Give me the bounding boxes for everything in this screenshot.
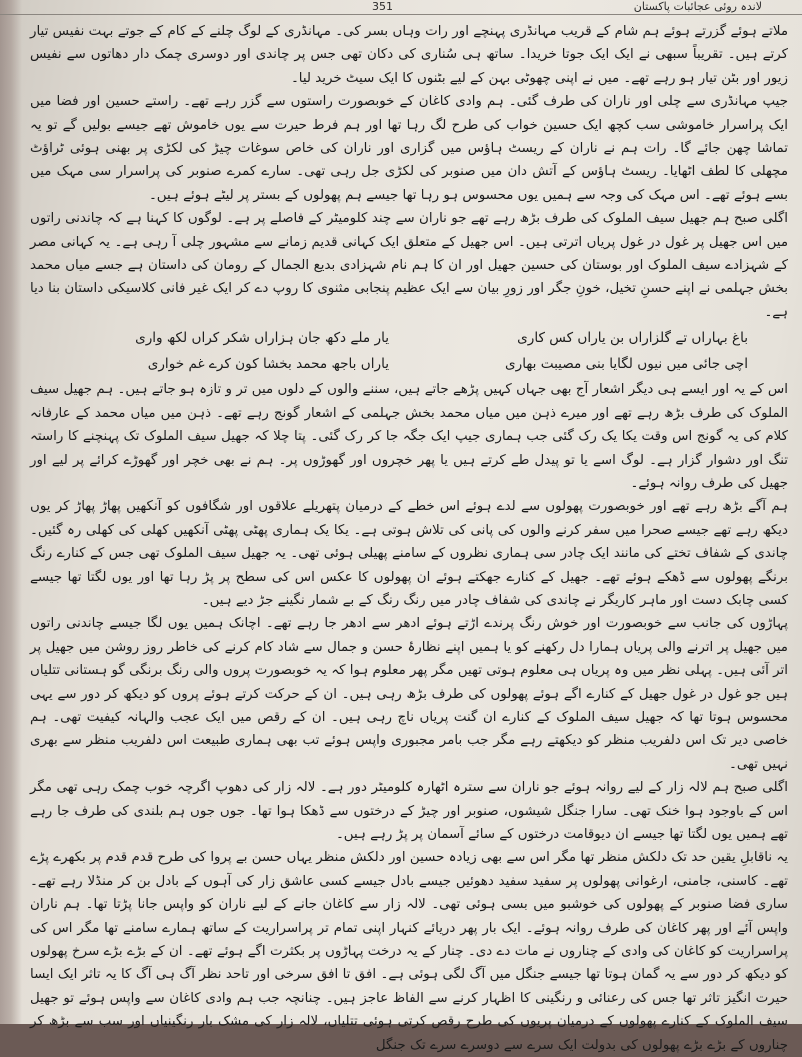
paragraph-4: اس کے یہ اور ایسے ہی دیگر اشعار آج بھی جہاں کہیں پڑھے جاتے ہیں، سننے والوں کے دلوں میں تر و تازہ ہو جاتے ہیں۔ ہم جھیل سیف الملوک کی طرف بڑھ رہے تھے اور میرے ذہن میں میاں محمد بخش جہلمی کے اشعار گونج رہے تھے۔ ذہن میں میاں محمد کے عارفانہ کلام کی یہ گونج اس وقت یکا یک رک گئی جب ہماری جیپ ایک جگہ جا کر رک گئی۔ پتا چلا کہ جھیل سیف الملوک تک پہنچنے کا راستہ تنگ اور دشوار گزار ہے۔ لوگ اسے یا تو پیدل طے کرتے ہیں یا پھر خچروں اور گھوڑوں پر۔ ہم نے بھی خچر اور گھوڑے کرائے پر لیے اور جھیل کی طرف روانہ ہوئے۔ bbox=[30, 382, 788, 491]
verse-line: باغ بہاراں تے گلزاراں بن یاراں کس کاری bbox=[517, 330, 748, 347]
verse-line: یار ملے دکھ جان ہزاراں شکر کراں لکھ واری bbox=[135, 330, 389, 347]
paragraph-5: ہم آگے بڑھ رہے تھے اور خوبصورت پھولوں سے لدے ہوئے اس خطے کے درمیان پتھریلے علاقوں اور شگافوں کو آنکھیں پھاڑ پھاڑ کر یوں دیکھ رہے تھے جیسے صحرا میں سفر کرنے والوں کی پانی کی تلاش ہوتی ہے۔ یکا یک ہماری پھٹی پھٹی آنکھیں کھلی کی کھلی رہ گئیں۔ چاندی کے شفاف تختے کی مانند ایک چادر سی ہماری نظروں کے سامنے پھیلی ہوئی تھی۔ یہ جھیل سیف الملوک تھی جس کے کنارے رنگ برنگے پھولوں سے ڈھکے ہوئے تھے۔ جھیل کے کنارے جھکتے ہوئے ان پھولوں کا عکس اس کی سطح پر پڑ رہا تھا اور یوں لگتا تھا جیسے کسی چابک دست اور ماہر کاریگر نے چاندی کی شفاف چادر میں رنگ رنگ کے بے شمار نگینے جڑ دیے ہیں۔ bbox=[30, 499, 788, 608]
paragraph-6: پہاڑوں کی جانب سے خوبصورت اور خوش رنگ پرندے اڑتے ہوئے ادھر سے ادھر جا رہے تھے۔ اچانک ہمیں یوں لگا جیسے چاندنی راتوں میں جھیل پر اترنے والی پریاں ہمارا دل رکھنے کو یا ہمیں اپنے نظارۂ حسن و جمال سے شاد کام کرنے کی خاطر روز روشن میں جھیل پر اتر آئی ہیں۔ پہلی نظر میں وہ پریاں ہی معلوم ہوتی تھیں مگر پھر معلوم ہوا کہ یہ خوبصورت پروں والی رنگ برنگی گو ہستانی تتلیاں ہیں جو غول در غول جھیل کے کنارے اگے ہوئے پھولوں کی طرف بڑھ رہی ہیں۔ ان کے حرکت کرتے ہوئے پروں کو دیکھ کر دور سے یہی محسوس ہوتا تھا کہ جھیل سیف الملوک کے کنارے ان گنت پریاں ناچ رہی ہیں۔ ان کے رقص میں ایک عجب والہانہ کیفیت تھی۔ ہم خاصی دیر تک اس دلفریب منظر کو دیکھتے رہے مگر جب بامر مجبوری واپس ہوئے تب بھی ہماری طبیعت اس دلفریب منظر سے بھری نہیں تھی۔ bbox=[30, 616, 788, 772]
paragraph-2: جیپ مہانڈری سے چلی اور ناران کی طرف گئی۔ ہم وادی کاغان کے خوبصورت راستوں سے گزر رہے تھے۔ راستے حسین اور فضا میں ایک پراسرار خاموشی سب کچھ ایک حسین خواب کی طرح لگ رہا تھا اور ہم فرط حیرت سے یوں خاموش تھے جیسے بولیں گے تو یہ تماشا چھن جائے گا۔ رات ہم نے ناران کے ریسٹ ہاؤس میں گزاری اور ناران کی خاص سوغات چیڑ کی لکڑی پر بھنی ہوئی ٹراؤٹ مچھلی کا لطف اٹھایا۔ ریسٹ ہاؤس کے آتش دان میں صنوبر کی لکڑی جل رہی تھی۔ سارے کمرے صنوبر کی پراسرار سی مہک میں بسے ہوئے تھے۔ اس مہک کی وجہ سے ہمیں یوں محسوس ہو رہا تھا جیسے ہم پھولوں کے بستر پر لیٹے ہوئے ہیں۔ bbox=[30, 94, 788, 203]
running-title: لاندہ روئی عجائبات پاکستان bbox=[633, 0, 762, 13]
page-text bbox=[30, 20, 788, 1053]
page-number: 351 bbox=[372, 0, 393, 13]
verse-line: یاراں باجھ محمد بخشا کون کرے غم خواری bbox=[147, 356, 389, 373]
verse-line: اچی جائی میں نیوں لگایا بنی مصیبت بھاری bbox=[505, 356, 748, 373]
page-shadow-edge bbox=[0, 0, 22, 1024]
paragraph-7: اگلی صبح ہم لالہ زار کے لیے روانہ ہوئے جو ناران سے سترہ اٹھارہ کلومیٹر دور ہے۔ لالہ زار کی دھوپ اگرچہ خوب چمک رہی تھی مگر اس کے باوجود ہوا خنک تھی۔ سارا جنگل شیشوں، صنوبر اور چیڑ کے درختوں سے ڈھکا ہوا تھا۔ جوں جوں ہم بلندی کی طرف جا رہے تھے ہمیں یوں لگتا تھا جیسے ان دیوقامت درختوں کے سائے آسمان پر پڑ رہے ہیں۔ bbox=[30, 780, 788, 842]
paragraph-8: یہ ناقابلِ یقین حد تک دلکش منظر تھا مگر اس سے بھی زیادہ حسین اور دلکش منظر یہاں حسن بے پروا کی طرح قدم قدم پر بکھرے پڑے تھے۔ کاسنی، جامنی، ارغوانی پھولوں پر سفید سفید دھوئیں جیسے بادل جیسے کسی عاشق زار کی آہوں کے بادل بن کر منڈلا رہے تھے۔ ساری فضا صنوبر کے پھولوں کی خوشبو میں بسی ہوئی تھی۔ لالہ زار سے کاغان جانے کے لیے ناران کو واپس جانا پڑتا تھا۔ ہم ناران واپس آئے اور پھر کاغان کی طرف روانہ ہوئے۔ ایک بار پھر دریائے کنہار اپنی تمام تر پراسراریت کے ساتھ ہمارے سامنے تھا مگر اس کی پراسراریت کو کاغان کی وادی کے چناروں نے مات دے دی۔ چنار کے یہ درخت پہاڑوں پر بکثرت اگے ہوئے تھے۔ ان کے بڑے بڑے سرخ پھولوں کو دیکھ کر دور سے یہ گمان ہوتا تھا جیسے جنگل میں آگ لگی ہوئی ہے۔ افق تا افق سرخی اور تاحد نظر آگ ہی آگ کا یہ تاثر ایک ایسا حیرت انگیز تاثر تھا جس کی رعنائی و رنگینی کا اظہار کرنے سے الفاظ عاجز ہیں۔ چنانچہ جب ہم وادی کاغان سے واپس ہوئے تو جھیل سیف الملوک کے کنارے پھولوں کے درمیان پریوں کی طرح رقص کرتی ہوئی تتلیاں، لالہ زار کی مشک بار رنگینیاں اور سب سے بڑھ کر چناروں کے بڑے بڑے پھولوں کی بدولت ایک سرے سے دوسرے سرے تک جنگل bbox=[30, 850, 788, 1053]
poem-verses bbox=[70, 326, 748, 376]
running-header bbox=[0, 0, 802, 15]
paragraph-3: اگلی صبح ہم جھیل سیف الملوک کی طرف بڑھ رہے تھے جو ناران سے چند کلومیٹر کے فاصلے پر ہے۔ لوگوں کا کہنا ہے کہ چاندنی راتوں میں اس جھیل پر غول در غول پریاں اترتی ہیں۔ اس جھیل کے متعلق ایک کہانی قدیم زمانے سے مشہور چلی آ رہی ہے۔ یہ کہانی مصر کے شہزادے سیف الملوک اور بوستان کی حسین جھیل اور ان کا ہم نام شہزادی بدیع الجمال کے رومان کی داستان ہے جسے میاں محمد بخش جہلمی نے اپنے حسنِ تخیل، خونِ جگر اور زورِ بیان سے ایک عظیم پنجابی مثنوی کا روپ دے کر ایک غیر فانی کلاسیکی داستان بنا دیا ہے۔ bbox=[30, 211, 788, 320]
paragraph-1: ملاتے ہوئے گزرتے ہوئے ہم شام کے قریب مہانڈری پہنچے اور رات وہاں بسر کی۔ مہانڈری کے لوگ چلنے کے کام کے جوتے بہت نفیس تیار کرتے ہیں۔ تقریباً سبھی نے ایک ایک جوتا خریدا۔ ساتھ ہی سُناری کی دکان تھی جس پر چاندی اور دوسری چمک دار دھاتوں سے نفیس زیور اور بٹن تیار ہو رہے تھے۔ میں نے اپنی چھوٹی بہن کے لیے بٹنوں کا ایک سیٹ خرید لیا۔ bbox=[30, 24, 788, 86]
